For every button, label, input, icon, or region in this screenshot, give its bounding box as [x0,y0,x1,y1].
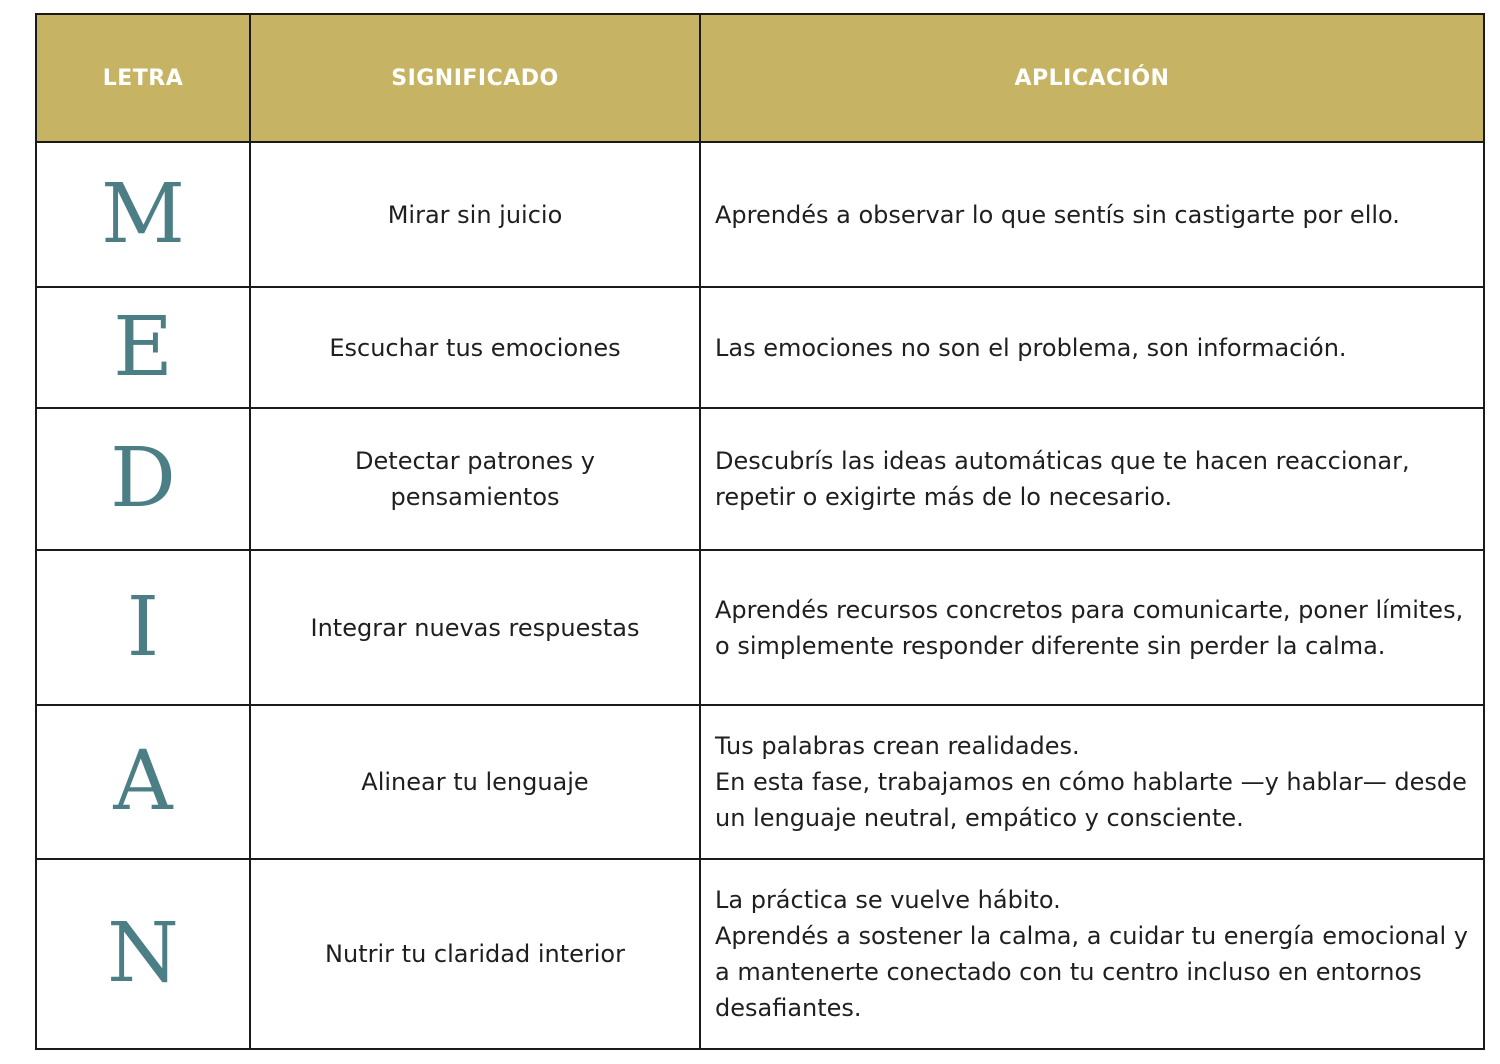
row-application: Aprendés recursos concretos para comunicarte, poner límites, o simplemente responder diferente sin perder la calma. [700,550,1484,705]
row-letter: E [36,287,250,408]
row-letter: D [36,408,250,550]
table-row [36,142,1484,287]
table-row [36,287,1484,408]
row-letter: I [36,550,250,705]
row-meaning: Integrar nuevas respuestas [250,550,700,705]
header-application: APLICACIÓN [700,14,1484,142]
row-meaning: Detectar patrones y pensamientos [250,408,700,550]
header-meaning: SIGNIFICADO [250,14,700,142]
row-letter: M [36,142,250,287]
table-row [36,408,1484,550]
row-meaning: Escuchar tus emociones [250,287,700,408]
row-meaning: Mirar sin juicio [250,142,700,287]
row-meaning: Nutrir tu claridad interior [250,859,700,1049]
row-application: Descubrís las ideas automáticas que te hacen reaccionar, repetir o exigirte más de lo necesario. [700,408,1484,550]
mediant-table [35,13,1485,1050]
row-application: La práctica se vuelve hábito. Aprendés a sostener la calma, a cuidar tu energía emocional y a mantenerte conectado con tu centro incluso en entornos desafiantes. [700,859,1484,1049]
table-row [36,550,1484,705]
header-letter: LETRA [36,14,250,142]
header-row [36,14,1484,142]
row-letter: A [36,705,250,859]
table-row [36,705,1484,859]
table-row [36,859,1484,1049]
row-application: Las emociones no son el problema, son información. [700,287,1484,408]
row-letter: N [36,859,250,1049]
row-meaning: Alinear tu lenguaje [250,705,700,859]
row-application: Tus palabras crean realidades. En esta fase, trabajamos en cómo hablarte —y hablar— desde un lenguaje neutral, empático y consciente. [700,705,1484,859]
row-application: Aprendés a observar lo que sentís sin castigarte por ello. [700,142,1484,287]
